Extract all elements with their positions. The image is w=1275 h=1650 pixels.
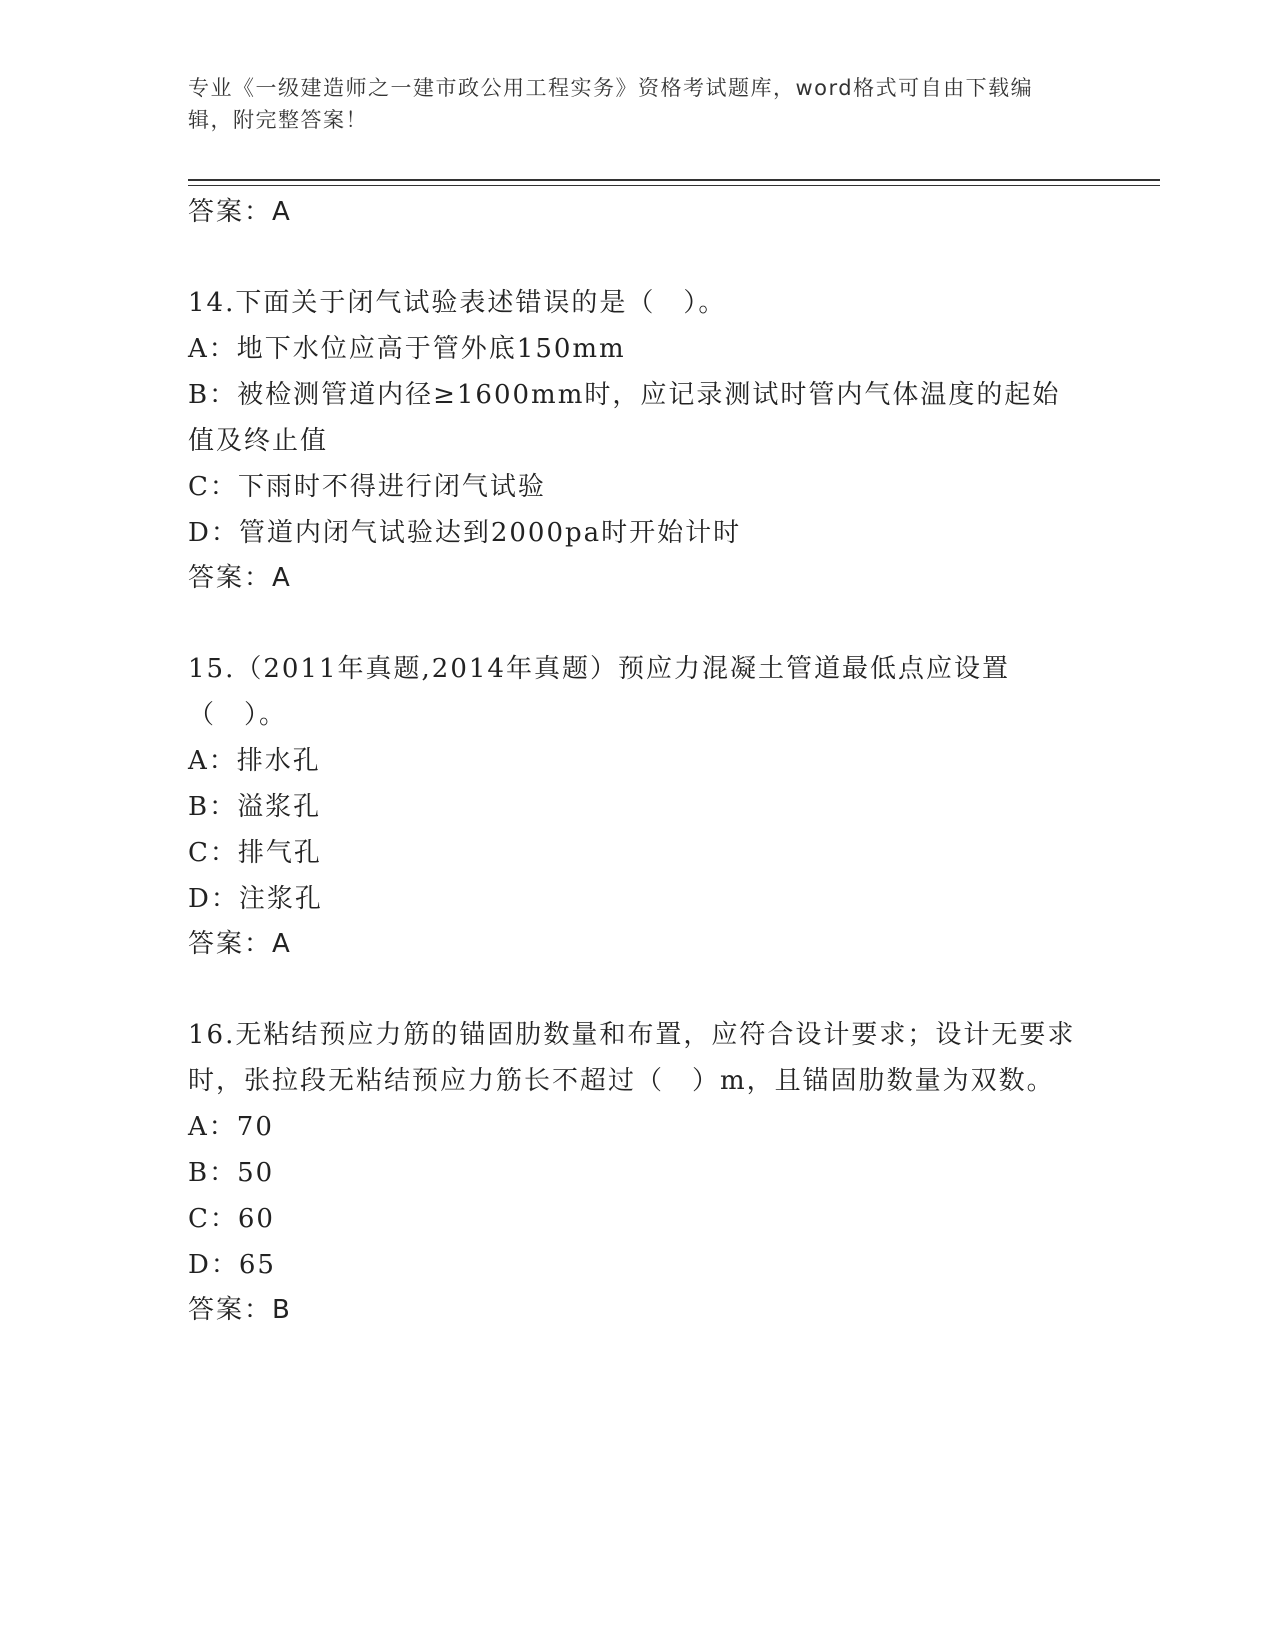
option-d: D：65	[188, 1250, 276, 1280]
question-15	[188, 646, 1088, 966]
question-16	[188, 1012, 1088, 1332]
option-b: B：50	[188, 1158, 275, 1188]
option-d: D：管道内闭气试验达到2000pa时开始计时	[188, 518, 742, 548]
option-c: C：下雨时不得进行闭气试验	[188, 472, 546, 502]
answer: 答案：B	[188, 1295, 292, 1325]
option-a: A：70	[188, 1112, 274, 1142]
option-b: B：被检测管道内径≥1600mm时，应记录测试时管内气体温度的起始值及终止值	[188, 380, 1061, 456]
header-rule-thick	[188, 179, 1160, 181]
document-content	[188, 190, 1088, 1332]
question-14	[188, 280, 1088, 600]
previous-answer: 答案：A	[188, 197, 292, 227]
option-b: B：溢浆孔	[188, 792, 322, 822]
option-c: C：60	[188, 1204, 275, 1234]
option-d: D：注浆孔	[188, 884, 323, 914]
question-text: 15.（2011年真题,2014年真题）预应力混凝土管道最低点应设置（ ）。	[188, 654, 1010, 730]
option-a: A：排水孔	[188, 746, 321, 776]
document-header: 专业《一级建造师之一建市政公用工程实务》资格考试题库，word格式可自由下载编辑，附完整答案！	[188, 76, 1034, 132]
header-rule-thin	[188, 185, 1160, 186]
question-text: 14.下面关于闭气试验表述错误的是（ ）。	[188, 288, 727, 318]
option-c: C：排气孔	[188, 838, 322, 868]
option-a: A：地下水位应高于管外底150mm	[188, 334, 626, 364]
answer: 答案：A	[188, 929, 292, 959]
answer: 答案：A	[188, 563, 292, 593]
question-text: 16.无粘结预应力筋的锚固肋数量和布置，应符合设计要求；设计无要求时，张拉段无粘结预应力筋长不超过（ ）m，且锚固肋数量为双数。	[188, 1020, 1076, 1096]
